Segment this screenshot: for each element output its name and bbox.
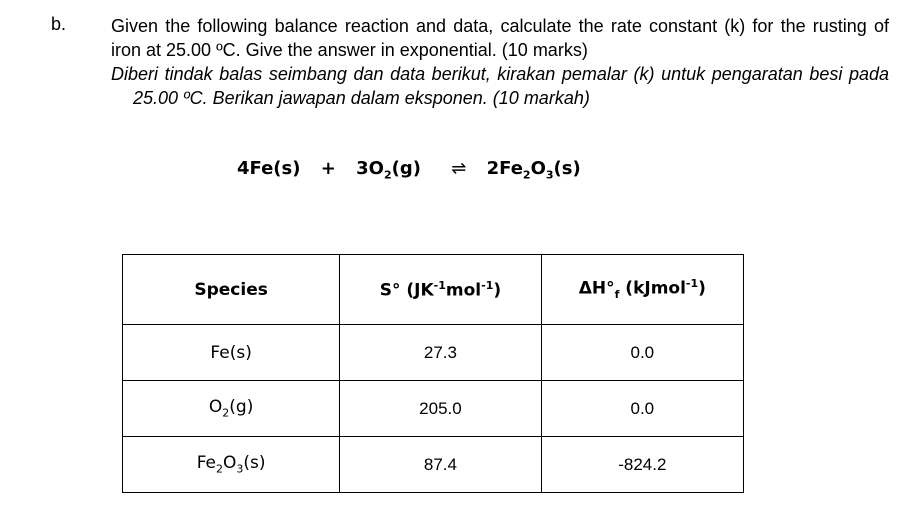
question-malay-part-b: 25.00 ºC. Berikan jawapan dalam eksponen. (10 markah) (133, 88, 590, 108)
product-iron-oxide: $2Fe_2O_3(s)$ (486, 158, 581, 182)
chemical-equation (237, 158, 581, 182)
enthalpy-cell: 0.0 (541, 381, 743, 437)
species-cell: $Fe_2O_3(s)$ (123, 437, 340, 493)
thermo-data-table (122, 254, 744, 493)
entropy-cell: 205.0 (340, 381, 541, 437)
question-malay (111, 62, 889, 110)
entropy-cell: 27.3 (340, 325, 541, 381)
question-malay-part-a: Diberi tindak balas seimbang dan data berikut, kirakan pemalar (k) untuk pengaratan besi pada (111, 64, 889, 84)
enthalpy-cell: -824.2 (541, 437, 743, 493)
plus-sign: + (320, 158, 336, 179)
question-label: b. (51, 14, 67, 34)
enthalpy-cell: 0.0 (541, 325, 743, 381)
entropy-cell: 87.4 (340, 437, 541, 493)
reactant-oxygen: $3O_2(g)$ (356, 158, 421, 182)
table-row (123, 381, 744, 437)
reactant-iron: 4Fe(s) (237, 158, 301, 179)
table-row (123, 325, 744, 381)
header-species: Species (123, 255, 340, 325)
species-cell: Fe(s) (123, 325, 340, 381)
question-english: Given the following balance reaction and data, calculate the rate constant (k) for the rusting of iron at 25.00 ºC. Give the answer in exponential. (10 marks) (111, 16, 889, 60)
table-header-row (123, 255, 744, 325)
question-text (111, 14, 889, 110)
species-cell: $O_2(g)$ (123, 381, 340, 437)
header-entropy: S° $(JK^{-1}mol^{-1})$ (340, 255, 541, 325)
header-enthalpy: $\Delta H^\circ_f$ (kJmol$^{-1}$) (541, 255, 743, 325)
equilibrium-arrow-icon: ⇌ (451, 158, 467, 179)
table-row (123, 437, 744, 493)
